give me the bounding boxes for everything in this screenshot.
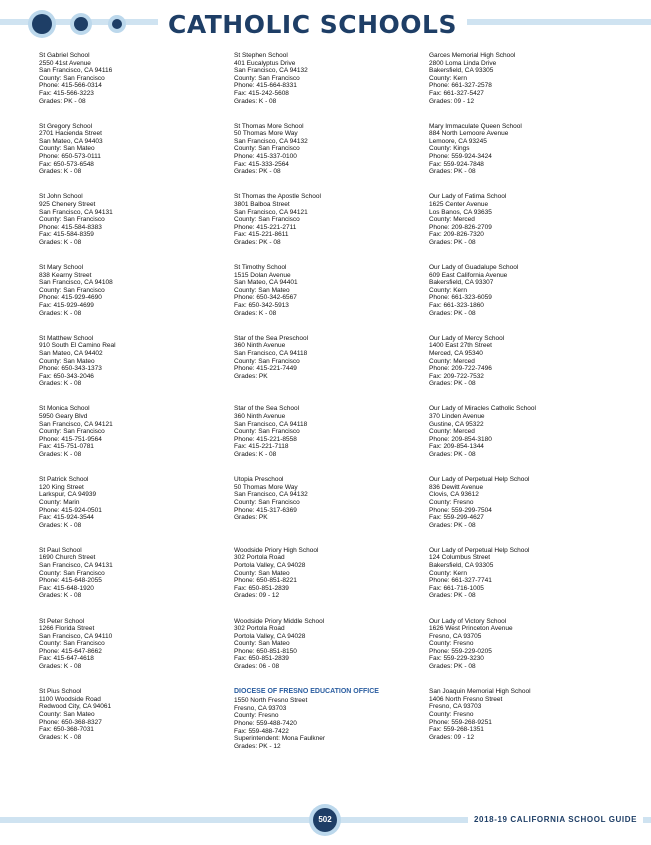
school-detail-line: Phone: 559-268-9251 xyxy=(429,718,492,726)
school-detail-line: Fax: 559-488-7422 xyxy=(234,727,289,735)
school-name: Garces Memorial High School xyxy=(429,52,516,59)
school-detail-line: Grades: PK xyxy=(234,372,268,380)
school-name: St Monica School xyxy=(39,405,90,413)
school-detail-line: Grades: K - 08 xyxy=(234,309,277,317)
school-detail-line: 1406 North Fresno Street xyxy=(429,695,503,703)
school-detail-line: County: Kern xyxy=(429,569,467,577)
school-detail-line: County: Fresno xyxy=(429,640,474,648)
school-detail-line: Fax: 650-851-2839 xyxy=(234,655,289,663)
school-detail-line: San Francisco, CA 94132 xyxy=(234,137,308,145)
school-detail-line: 609 East California Avenue xyxy=(429,271,508,279)
school-detail-line: Grades: PK xyxy=(234,514,268,522)
school-entry xyxy=(429,547,619,618)
school-detail-line: 1625 Center Avenue xyxy=(429,200,489,208)
school-detail-line: County: San Francisco xyxy=(39,640,105,648)
school-detail-line: Grades: K - 08 xyxy=(39,238,82,246)
school-detail-line: 302 Portola Road xyxy=(234,625,285,633)
school-detail-line: Fax: 650-573-6548 xyxy=(39,160,94,168)
school-detail-line: Phone: 415-317-6369 xyxy=(234,506,297,514)
school-detail-line: 2800 Loma Linda Drive xyxy=(429,59,497,67)
school-detail-line: San Francisco, CA 94121 xyxy=(39,420,113,428)
school-name: San Joaquin Memorial High School xyxy=(429,688,531,696)
school-detail-line: Fax: 415-221-7118 xyxy=(234,443,289,451)
school-detail-line: Grades: PK - 08 xyxy=(429,238,476,246)
school-detail-line: 836 Dewitt Avenue xyxy=(429,483,484,491)
school-detail-line: Phone: 559-488-7420 xyxy=(234,719,297,727)
school-name: Utopia Preschool xyxy=(234,476,284,484)
school-detail-line: Grades: 09 - 12 xyxy=(429,97,475,105)
school-name: Woodside Priory High School xyxy=(234,546,319,554)
school-detail-line: 1550 North Fresno Street xyxy=(234,697,308,705)
header-dot-small xyxy=(112,19,122,29)
school-detail-line: Fax: 415-242-5608 xyxy=(234,89,289,97)
school-detail-line: Grades: PK - 08 xyxy=(429,521,476,529)
school-name: Star of the Sea Preschool xyxy=(234,334,309,342)
school-detail-line: Phone: 650-851-8221 xyxy=(234,577,297,585)
school-detail-line: Grades: 06 - 08 xyxy=(234,663,280,671)
school-detail-line: Fax: 209-826-7320 xyxy=(429,231,484,239)
school-detail-line: Grades: K - 08 xyxy=(39,309,82,317)
school-name: St Gregory School xyxy=(39,122,93,130)
school-name: St Peter School xyxy=(39,617,85,625)
listing-column-3 xyxy=(429,52,619,759)
school-detail-line: Bakersfield, CA 93307 xyxy=(429,279,494,287)
school-detail-line: Grades: 09 - 12 xyxy=(429,733,475,741)
school-detail-line: Grades: K - 08 xyxy=(39,592,82,600)
school-detail-line: Bakersfield, CA 93305 xyxy=(429,562,494,569)
school-entry xyxy=(429,193,619,264)
school-entry xyxy=(39,193,229,264)
school-detail-line: County: San Mateo xyxy=(39,710,95,718)
school-detail-line: Phone: 415-924-0501 xyxy=(39,506,102,514)
school-detail-line: Grades: K - 08 xyxy=(39,168,82,176)
school-entry xyxy=(234,618,424,689)
school-detail-line: Larkspur, CA 94939 xyxy=(39,491,97,499)
school-detail-line: 925 Chenery Street xyxy=(39,200,96,208)
school-detail-line: San Francisco, CA 94131 xyxy=(39,562,113,569)
school-detail-line: County: San Mateo xyxy=(39,357,95,365)
school-detail-line: Fax: 415-333-2564 xyxy=(234,160,289,168)
school-detail-line: County: San Francisco xyxy=(39,569,105,577)
school-detail-line: 401 Eucalyptus Drive xyxy=(234,59,296,67)
school-detail-line: Phone: 209-854-3180 xyxy=(429,435,492,443)
listing-column-1 xyxy=(39,52,229,759)
school-detail-line: 360 Ninth Avenue xyxy=(234,413,286,421)
school-detail-line: County: Kings xyxy=(429,145,470,153)
school-detail-line: Fax: 650-851-2839 xyxy=(234,584,289,592)
school-detail-line: Fresno, CA 93703 xyxy=(429,703,482,711)
school-detail-line: 3801 Balboa Street xyxy=(234,200,290,208)
header-dot-large xyxy=(32,14,52,34)
school-detail-line: Fax: 415-584-8359 xyxy=(39,231,94,239)
school-detail-line: Fax: 559-924-7848 xyxy=(429,160,484,168)
school-detail-line: Phone: 415-751-9564 xyxy=(39,435,102,443)
school-detail-line: 1400 East 27th Street xyxy=(429,342,492,350)
school-detail-line: Fax: 209-722-7532 xyxy=(429,372,484,380)
school-entry xyxy=(39,123,229,194)
school-entry xyxy=(234,123,424,194)
school-detail-line: Phone: 415-221-7449 xyxy=(234,365,297,373)
school-detail-line: 50 Thomas More Way xyxy=(234,130,298,138)
school-name: St Paul School xyxy=(39,546,82,554)
school-name: Our Lady of Fatima School xyxy=(429,193,507,201)
school-detail-line: Phone: 415-647-8662 xyxy=(39,647,102,655)
school-detail-line: San Francisco, CA 94118 xyxy=(234,420,308,428)
school-detail-line: 370 Linden Avenue xyxy=(429,413,485,421)
school-detail-line: San Francisco, CA 94110 xyxy=(39,632,113,640)
school-entry xyxy=(39,335,229,406)
school-entry xyxy=(429,688,619,759)
school-detail-line: Grades: PK - 08 xyxy=(429,168,476,176)
school-detail-line: Phone: 559-299-7504 xyxy=(429,506,492,514)
school-detail-line: Grades: PK - 08 xyxy=(429,451,476,458)
school-detail-line: Grades: PK - 08 xyxy=(39,97,86,105)
school-name: St Mary School xyxy=(39,264,84,272)
school-detail-line: Fax: 559-299-4627 xyxy=(429,514,484,522)
school-detail-line: Phone: 661-327-2578 xyxy=(429,82,492,90)
school-detail-line: Redwood City, CA 94061 xyxy=(39,703,112,711)
diocese-office-entry xyxy=(234,688,424,759)
school-entry xyxy=(234,476,424,547)
school-detail-line: Phone: 650-368-8327 xyxy=(39,718,102,726)
school-detail-line: County: San Mateo xyxy=(234,640,290,648)
school-detail-line: Grades: PK - 08 xyxy=(429,592,476,600)
school-entry xyxy=(39,405,229,476)
school-detail-line: Phone: 415-337-0100 xyxy=(234,153,297,161)
school-detail-line: Portola Valley, CA 94028 xyxy=(234,632,306,640)
school-name: St Pius School xyxy=(39,688,82,696)
school-name: Our Lady of Guadalupe School xyxy=(429,264,519,272)
school-detail-line: Grades: PK - 08 xyxy=(234,168,281,176)
school-detail-line: Gustine, CA 95322 xyxy=(429,420,484,428)
school-detail-line: Phone: 650-573-0111 xyxy=(39,153,101,161)
school-detail-line: County: San Mateo xyxy=(234,569,290,577)
school-detail-line: County: San Francisco xyxy=(39,74,105,82)
school-detail-line: 120 King Street xyxy=(39,483,84,491)
school-detail-line: County: Merced xyxy=(429,428,475,436)
school-detail-line: County: San Mateo xyxy=(234,286,290,294)
school-name: St John School xyxy=(39,193,83,201)
school-entry xyxy=(429,335,619,406)
school-detail-line: County: Kern xyxy=(429,74,467,82)
school-detail-line: San Francisco, CA 94118 xyxy=(234,349,308,357)
school-entry xyxy=(234,405,424,476)
school-detail-line: Clovis, CA 93612 xyxy=(429,491,479,499)
school-entry xyxy=(429,264,619,335)
school-detail-line: 5950 Geary Blvd xyxy=(39,413,88,421)
school-detail-line: County: Merced xyxy=(429,216,475,224)
school-detail-line: 1626 West Princeton Avenue xyxy=(429,625,513,633)
school-detail-line: Grades: PK - 08 xyxy=(429,380,476,388)
school-detail-line: County: Fresno xyxy=(429,498,474,506)
school-detail-line: County: San Francisco xyxy=(234,428,300,436)
school-entry xyxy=(429,476,619,547)
school-detail-line: Fax: 415-221-8611 xyxy=(234,231,289,239)
school-detail-line: Phone: 415-929-4690 xyxy=(39,294,102,302)
school-detail-line: Fax: 661-716-1005 xyxy=(429,584,484,592)
school-detail-line: Grades: K - 08 xyxy=(234,451,277,458)
school-entry xyxy=(234,52,424,123)
school-name: St Thomas More School xyxy=(234,122,304,130)
school-detail-line: 302 Portola Road xyxy=(234,554,285,562)
school-name: St Timothy School xyxy=(234,264,287,272)
school-detail-line: Phone: 415-584-8383 xyxy=(39,223,102,231)
school-detail-line: Fresno, CA 93703 xyxy=(234,704,287,712)
school-detail-line: Phone: 661-323-6059 xyxy=(429,294,492,302)
school-entry xyxy=(234,193,424,264)
school-name: Our Lady of Miracles Catholic School xyxy=(429,405,536,413)
school-detail-line: 1100 Woodside Road xyxy=(39,695,101,703)
school-detail-line: San Francisco, CA 94108 xyxy=(39,279,113,287)
school-detail-line: 910 South El Camino Real xyxy=(39,342,116,350)
school-detail-line: County: Kern xyxy=(429,286,467,294)
school-detail-line: Grades: PK - 12 xyxy=(234,742,281,750)
school-name: St Thomas the Apostle School xyxy=(234,193,321,201)
school-detail-line: Los Banos, CA 93635 xyxy=(429,208,492,216)
school-detail-line: County: San Francisco xyxy=(234,357,300,365)
school-detail-line: Phone: 209-722-7496 xyxy=(429,365,492,373)
school-detail-line: County: San Francisco xyxy=(39,216,105,224)
school-detail-line: 2550 41st Avenue xyxy=(39,59,91,67)
school-entry xyxy=(234,264,424,335)
school-name: St Patrick School xyxy=(39,476,89,484)
school-detail-line: 124 Columbus Street xyxy=(429,554,491,562)
school-detail-line: Grades: K - 08 xyxy=(234,97,277,105)
school-detail-line: 1266 Florida Street xyxy=(39,625,95,633)
school-name: Our Lady of Perpetual Help School xyxy=(429,546,530,554)
school-detail-line: Phone: 415-221-2711 xyxy=(234,223,297,231)
school-detail-line: Grades: 09 - 12 xyxy=(234,592,280,600)
school-detail-line: Grades: K - 08 xyxy=(39,663,82,671)
school-detail-line: Grades: K - 08 xyxy=(39,733,82,741)
school-detail-line: San Mateo, CA 94401 xyxy=(234,279,298,287)
school-detail-line: San Francisco, CA 94121 xyxy=(234,208,308,216)
school-detail-line: 1515 Dolan Avenue xyxy=(234,271,291,279)
school-detail-line: Bakersfield, CA 93305 xyxy=(429,67,494,75)
school-detail-line: Fax: 661-327-5427 xyxy=(429,89,484,97)
school-detail-line: Fax: 661-323-1860 xyxy=(429,302,484,310)
school-detail-line: County: San Francisco xyxy=(234,216,300,224)
school-detail-line: San Mateo, CA 94403 xyxy=(39,137,103,145)
school-detail-line: Grades: PK - 08 xyxy=(234,238,281,246)
school-detail-line: Grades: K - 08 xyxy=(39,380,82,388)
school-detail-line: Phone: 559-229-0205 xyxy=(429,647,492,655)
school-detail-line: 50 Thomas More Way xyxy=(234,483,298,491)
school-detail-line: Phone: 415-566-0314 xyxy=(39,82,102,90)
school-detail-line: County: San Francisco xyxy=(234,74,300,82)
school-name: St Stephen School xyxy=(234,52,288,59)
school-entry xyxy=(39,476,229,547)
school-detail-line: Phone: 415-221-8558 xyxy=(234,435,297,443)
school-detail-line: 2701 Hacienda Street xyxy=(39,130,102,138)
school-name: Woodside Priory Middle School xyxy=(234,617,325,625)
school-detail-line: Merced, CA 95340 xyxy=(429,349,483,357)
school-detail-line: Phone: 559-924-3424 xyxy=(429,153,492,161)
school-detail-line: Phone: 650-342-6567 xyxy=(234,294,297,302)
school-detail-line: Fax: 415-751-0781 xyxy=(39,443,94,451)
school-detail-line: 360 Ninth Avenue xyxy=(234,342,286,350)
school-detail-line: Fresno, CA 93705 xyxy=(429,632,482,640)
header-dot-medium xyxy=(74,17,88,31)
school-detail-line: San Francisco, CA 94132 xyxy=(234,491,308,499)
school-detail-line: Fax: 415-648-1920 xyxy=(39,584,94,592)
school-detail-line: Phone: 415-664-8331 xyxy=(234,82,297,90)
guide-title: 2018-19 CALIFORNIA SCHOOL GUIDE xyxy=(468,812,643,828)
school-entry xyxy=(234,547,424,618)
school-entry xyxy=(429,405,619,476)
school-detail-line: Fax: 559-229-3230 xyxy=(429,655,484,663)
school-detail-line: 1690 Church Street xyxy=(39,554,96,562)
school-name: Our Lady of Mercy School xyxy=(429,334,505,342)
school-detail-line: Phone: 209-826-2709 xyxy=(429,223,492,231)
school-detail-line: Phone: 661-327-7741 xyxy=(429,577,492,585)
school-detail-line: Fax: 209-854-1344 xyxy=(429,443,484,451)
school-detail-line: Fax: 415-566-3223 xyxy=(39,89,94,97)
school-detail-line: Grades: K - 08 xyxy=(39,451,82,458)
listing-column-2 xyxy=(234,52,424,759)
school-name: Mary Immaculate Queen School xyxy=(429,122,522,130)
school-detail-line: San Francisco, CA 94116 xyxy=(39,67,113,75)
school-entry xyxy=(39,618,229,689)
school-entry xyxy=(39,688,229,759)
section-heading: DIOCESE OF FRESNO EDUCATION OFFICE xyxy=(234,688,379,696)
school-detail-line: County: San Francisco xyxy=(234,498,300,506)
school-detail-line: Phone: 415-648-2055 xyxy=(39,577,102,585)
page-title: CATHOLIC SCHOOLS xyxy=(158,9,467,41)
school-entry xyxy=(39,264,229,335)
school-entry xyxy=(39,547,229,618)
school-detail-line: Fax: 650-342-5913 xyxy=(234,302,289,310)
school-detail-line: County: Merced xyxy=(429,357,475,365)
school-detail-line: Portola Valley, CA 94028 xyxy=(234,562,306,569)
school-detail-line: Phone: 650-851-8150 xyxy=(234,647,297,655)
school-detail-line: County: Fresno xyxy=(234,712,279,720)
school-detail-line: County: San Mateo xyxy=(39,145,95,153)
school-entry xyxy=(429,618,619,689)
school-detail-line: San Francisco, CA 94131 xyxy=(39,208,113,216)
school-name: Star of the Sea School xyxy=(234,405,300,413)
school-detail-line: County: Fresno xyxy=(429,710,474,718)
school-detail-line: Fax: 650-343-2046 xyxy=(39,372,94,380)
school-name: Our Lady of Perpetual Help School xyxy=(429,476,530,484)
school-name: Our Lady of Victory School xyxy=(429,617,507,625)
school-detail-line: Grades: K - 08 xyxy=(39,521,82,529)
school-detail-line: County: San Francisco xyxy=(39,286,105,294)
school-detail-line: Fax: 559-268-1351 xyxy=(429,726,484,734)
school-detail-line: Lemoore, CA 93245 xyxy=(429,137,487,145)
school-detail-line: Grades: PK - 08 xyxy=(429,309,476,317)
school-entry xyxy=(234,335,424,406)
school-entry xyxy=(429,123,619,194)
school-detail-line: County: Marin xyxy=(39,498,80,506)
school-detail-line: Fax: 415-924-3544 xyxy=(39,514,94,522)
school-detail-line: Phone: 650-343-1373 xyxy=(39,365,102,373)
school-detail-line: Grades: PK - 08 xyxy=(429,663,476,671)
school-detail-line: 884 North Lemoore Avenue xyxy=(429,130,509,138)
page-number: 502 xyxy=(313,808,337,832)
school-detail-line: Fax: 650-368-7031 xyxy=(39,726,94,734)
school-detail-line: Fax: 415-647-4618 xyxy=(39,655,94,663)
school-detail-line: San Mateo, CA 94402 xyxy=(39,349,103,357)
school-detail-line: 838 Kearny Street xyxy=(39,271,92,279)
school-name: St Gabriel School xyxy=(39,52,90,59)
school-detail-line: San Francisco, CA 94132 xyxy=(234,67,308,75)
school-entry xyxy=(429,52,619,123)
school-name: St Matthew School xyxy=(39,334,94,342)
school-detail-line: Fax: 415-929-4699 xyxy=(39,302,94,310)
school-detail-line: Superintendent: Mona Faulkner xyxy=(234,735,326,743)
school-detail-line: County: San Francisco xyxy=(234,145,300,153)
school-detail-line: County: San Francisco xyxy=(39,428,105,436)
school-entry xyxy=(39,52,229,123)
